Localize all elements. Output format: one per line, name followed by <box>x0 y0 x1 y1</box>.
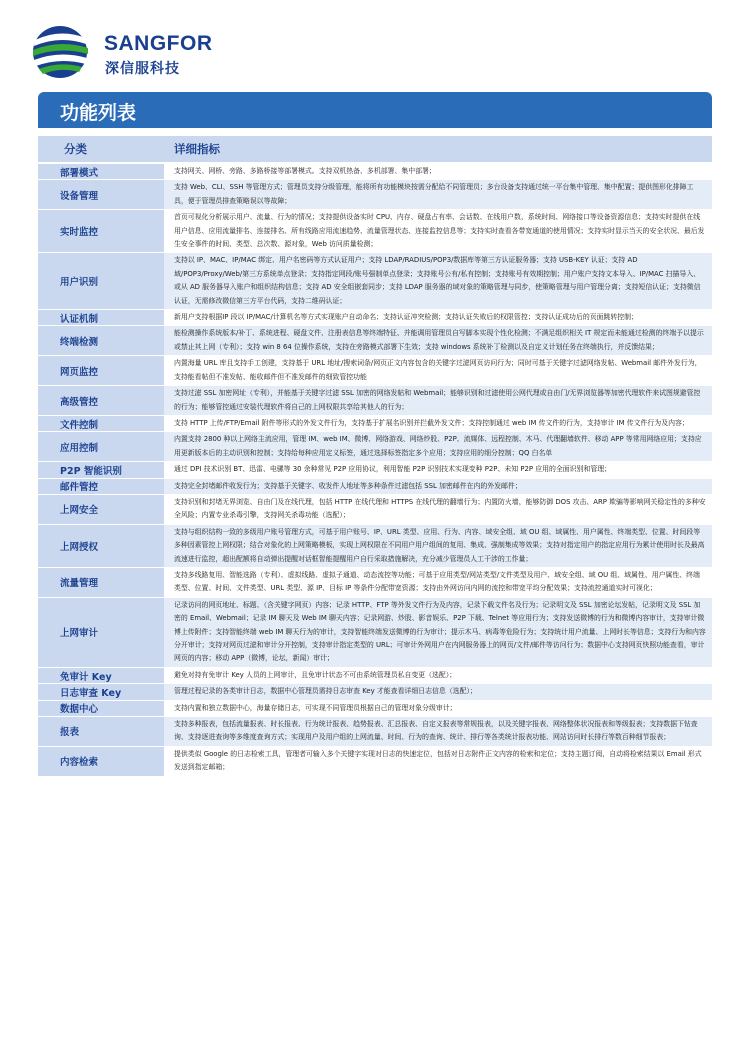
table-row <box>38 180 712 210</box>
row-category: 上网审计 <box>38 597 164 667</box>
row-detail: 支持完全封堵邮件收发行为；支持基于关键字、收发件人地址等多种条件过滤包括 SSL 加密邮件在内的外发邮件； <box>164 478 712 494</box>
row-detail: 支持 Web、CLI、SSH 等管理方式；管理员支持分级管理，能将所有功能模块按需分配给不同管理员；多台设备支持通过统一平台集中管理、集中配置；提供图形化排障工具，便于管理员排查策略误以等故障； <box>164 180 712 210</box>
row-detail: 新用户支持根据IP 段以 IP/MAC/计算机名等方式实现账户自动命名；支持认证冲突检测；支持认证失败后的权限管控；支持认证成功后的页面跳转控制； <box>164 310 712 326</box>
row-detail: 支持网关、网桥、旁路、多路桥接等部署模式。支持双机热备、多机部署、集中部署； <box>164 163 712 180</box>
row-detail: 首页可视化分析展示用户、流量、行为的情况；支持提供设备实时 CPU、内存、硬盘占有率、会话数、在线用户数、系统时间、网络接口等设备资源信息；支持实时提供在线用户信息、应用流量排名、连接排名、所有线路应用流速趋势、流量管理状态、连接监控信息等；支持实时查看各带宽通道的使用情况；支持实时显示当天的安全状况、最后发生安全事件的时间、类型、总次数、源对象，Web 访问质量检测； <box>164 210 712 253</box>
row-category: 上网安全 <box>38 494 164 524</box>
row-category: 文件控制 <box>38 415 164 431</box>
table-row <box>38 667 712 683</box>
row-category: 用户识别 <box>38 253 164 310</box>
row-detail: 内置支持 2800 种以上网络主流应用，管理 IM、web IM、微博、网络游戏、网络炒股、P2P、流媒体、远程控制、木马、代理翻墙软件、移动 APP 等常用网络应用；支持应用更新版本后的主动识别和控制；支持给每种应用定义标签，通过选择标签指定多个应用；支持应用的细分控制；QQ 白名单 <box>164 432 712 462</box>
row-category: P2P 智能识别 <box>38 462 164 478</box>
row-detail: 支持多线路复用、智能选路（专利）、虚拟线路、虚拟子通道、动态流控等功能；可基于应用类型/网站类型/文件类型及用户、域安全组、域 OU 组、域属性、用户属性、终端类型、位置、时间、文件类型、URL 类型、源 IP、目标 IP 等条件分配带宽资源；支持由外网访问内网的流控和带宽平均分配效果；支持流控通道实时可视化； <box>164 567 712 597</box>
brand-name-en: SANGFOR <box>104 32 213 55</box>
table-row <box>38 524 712 567</box>
sangfor-globe-icon <box>30 24 92 80</box>
table-row <box>38 356 712 386</box>
row-detail: 支持 HTTP 上传/FTP/Email 附件等形式的外发文件行为，支持基于扩展名识别并拦截外发文件；支持控制通过 web IM 传文件的行为，支持审计 IM 传文件行为及内容； <box>164 415 712 431</box>
row-detail: 提供类似 Google 的日志检索工具，管理者可输入多个关键字实现对日志的快速定位，包括对日志附件正文内容的检索和定位；支持主题订阅，自动将检索结果以 Email 形式发送到指定邮箱； <box>164 746 712 776</box>
table-row <box>38 386 712 416</box>
row-category: 流量管理 <box>38 567 164 597</box>
table-row <box>38 597 712 667</box>
row-category: 内容检索 <box>38 746 164 776</box>
table-row <box>38 326 712 356</box>
feature-table <box>38 136 712 777</box>
brand-name-cn: 深信服科技 <box>105 61 180 77</box>
row-detail: 记录访问的网页地址、标题、（含关键字网页）内容；记录 HTTP、FTP 等外发文件行为及内容，记录下载文件名及行为；记录明文及 SSL 加密论坛发帖，记录明文及 SSL 加密的 Email、Webmail；记录 IM 聊天及 Web IM 聊天内容；记录网游、炒股、影音娱乐、P2P 下载、Telnet 等应用行为；支持发送微博的行为和微博内容审计，支持审计微博上传附件；支持智能终端 web IM 聊天行为的审计，支持智能终端发送微博的行为审计；提示木马、病毒等危险行为；支持统计用户流量、上网时长等信息；支持行为和内容分开审计；支持对网页过滤和审计分开控制，支持审计指定类型的 URL；可审计外网用户在内网服务器上的网页/文件/邮件等访问行为；数据中心支持网页快照功能查看，审计网页的内容；移动 APP（微博，论坛，新闻）审计； <box>164 597 712 667</box>
page-title: 功能列表 <box>60 102 137 124</box>
table-row <box>38 494 712 524</box>
table-row <box>38 567 712 597</box>
row-detail: 支持与组织结构一致的多级用户账号管理方式，可基于用户账号、IP、URL 类型、应用、行为、内容、域安全组、域 OU 组、域属性、用户属性、终端类型、位置、时间段等多种因素管控上网权限；结合对象化的上网策略模板，实现上网权限在不同用户用户组间的复用、集成、强制集成等效果；支持对指定用户的指定应用行为累计使用时长及最高流速进行监控，超出配额将自动弹出提醒对话框智能提醒用户自行采取措施解决，充分减少管理员人工干涉的工作量； <box>164 524 712 567</box>
row-category: 邮件管控 <box>38 478 164 494</box>
table-row <box>38 684 712 700</box>
row-detail: 管理过程记录的各类审计日志，数据中心管理员需持日志审查 Key 才能查看详细日志信息（选配）； <box>164 684 712 700</box>
table-row <box>38 210 712 253</box>
row-detail: 能检测操作系统版本/补丁、系统进程、硬盘文件、注册表信息等终端特征、并能调用管理员自写脚本实现个性化检测；不满足组织相关 IT 规定而未能通过检测的终端予以提示或禁止其上网（专利）；支持 win 8 64 位操作系统，支持在旁路模式部署下生效；支持 windows 系统补丁检测以及自定义计划任务在终端执行，并反馈结果； <box>164 326 712 356</box>
section-title-bar <box>38 92 712 128</box>
row-category: 日志审查 Key <box>38 684 164 700</box>
table-row <box>38 746 712 776</box>
table-row <box>38 163 712 180</box>
table-row <box>38 700 712 716</box>
column-header-category: 分类 <box>38 136 164 163</box>
row-category: 免审计 Key <box>38 667 164 683</box>
table-row <box>38 310 712 326</box>
table-row <box>38 253 712 310</box>
row-detail: 避免对持有免审计 Key 人员的上网审计，且免审计状态不可由系统管理员私自变更（选配）； <box>164 667 712 683</box>
row-category: 报表 <box>38 717 164 747</box>
row-category: 部署模式 <box>38 163 164 180</box>
row-category: 设备管理 <box>38 180 164 210</box>
row-category: 实时监控 <box>38 210 164 253</box>
row-detail: 支持内置和独立数据中心，海量存储日志，可实现不同管理员根据自己的管理对象分级审计； <box>164 700 712 716</box>
row-detail: 支持多种报表，包括流量报表、时长报表、行为统计报表、趋势报表、汇总报表、自定义报表等常规报表，以及关键字报表、网络整体状况报表和等级报表；支持数据下钻查询、支持逐进查询等多维度查询方式；实现用户及用户组的上网流量、时间、行为的查询、统计、排行等各类统计报表功能、网站访问时长排行等数百种细节报表； <box>164 717 712 747</box>
row-detail: 支持过滤 SSL 加密网址（专利），并能基于关键字过滤 SSL 加密的网络发帖和 Webmail；能够识别和过滤使用公网代理或自由门/无界浏览器等加密代理软件来试图规避管控的行为；能够管控通过安装代理软件将自己的上网权限共享给其他人的行为； <box>164 386 712 416</box>
table-row <box>38 717 712 747</box>
sangfor-logo <box>30 24 330 84</box>
row-detail: 内置海量 URL 库且支持手工创建，支持基于 URL 地址/搜索词条/网页正文内容包含的关键字过滤网页访问行为；同时可基于关键字过滤网络发帖、Webmail 邮件外发行为，支持能看帖但不准发帖、能收邮件但不准发邮件的细致管控功能 <box>164 356 712 386</box>
row-category: 终端检测 <box>38 326 164 356</box>
row-detail: 支持以 IP、MAC、IP/MAC 绑定、用户名密码等方式认证用户；支持 LDAP/RADIUS/POP3/数据库等第三方认证服务器；支持 USB-KEY 认证；支持 AD 域/POP3/Proxy/Web/第三方系统单点登录；支持指定网段/账号强制单点登录；支持账号公有/私有控制；支持账号有效期控制；用户账户支持文本导入、IP/MAC 扫描导入、或从 AD 服务器导入账户和组织结构信息；支持 AD 安全组嵌套同步；支持 LDAP 服务器的域对象的策略管理与同步，使策略管理与用户管理分离；支持短信认证；支持微信认证，无需修改微信第三方平台代码，支持二维码认证； <box>164 253 712 310</box>
row-category: 应用控制 <box>38 432 164 462</box>
row-detail: 通过 DPI 技术识别 BT、迅雷、电骡等 30 余种常见 P2P 应用协议，利用智能 P2P 识别技术实现变种 P2P、未知 P2P 应用的全面识别和管理； <box>164 462 712 478</box>
row-category: 上网授权 <box>38 524 164 567</box>
row-detail: 支持识别和封堵无界浏览、自由门及在线代理，包括 HTTP 在线代理和 HTTPS 在线代理的翻墙行为；内置防火墙，能够防御 DOS 攻击、ARP 欺骗等影响网关稳定性的多种安全风险；内置专业杀毒引擎，支持网关杀毒功能（选配）； <box>164 494 712 524</box>
column-header-detail: 详细指标 <box>164 136 712 163</box>
table-header-row <box>38 136 712 163</box>
row-category: 网页监控 <box>38 356 164 386</box>
table-row <box>38 462 712 478</box>
table-row <box>38 478 712 494</box>
table-row <box>38 415 712 431</box>
row-category: 高级管控 <box>38 386 164 416</box>
row-category: 数据中心 <box>38 700 164 716</box>
table-row <box>38 432 712 462</box>
row-category: 认证机制 <box>38 310 164 326</box>
